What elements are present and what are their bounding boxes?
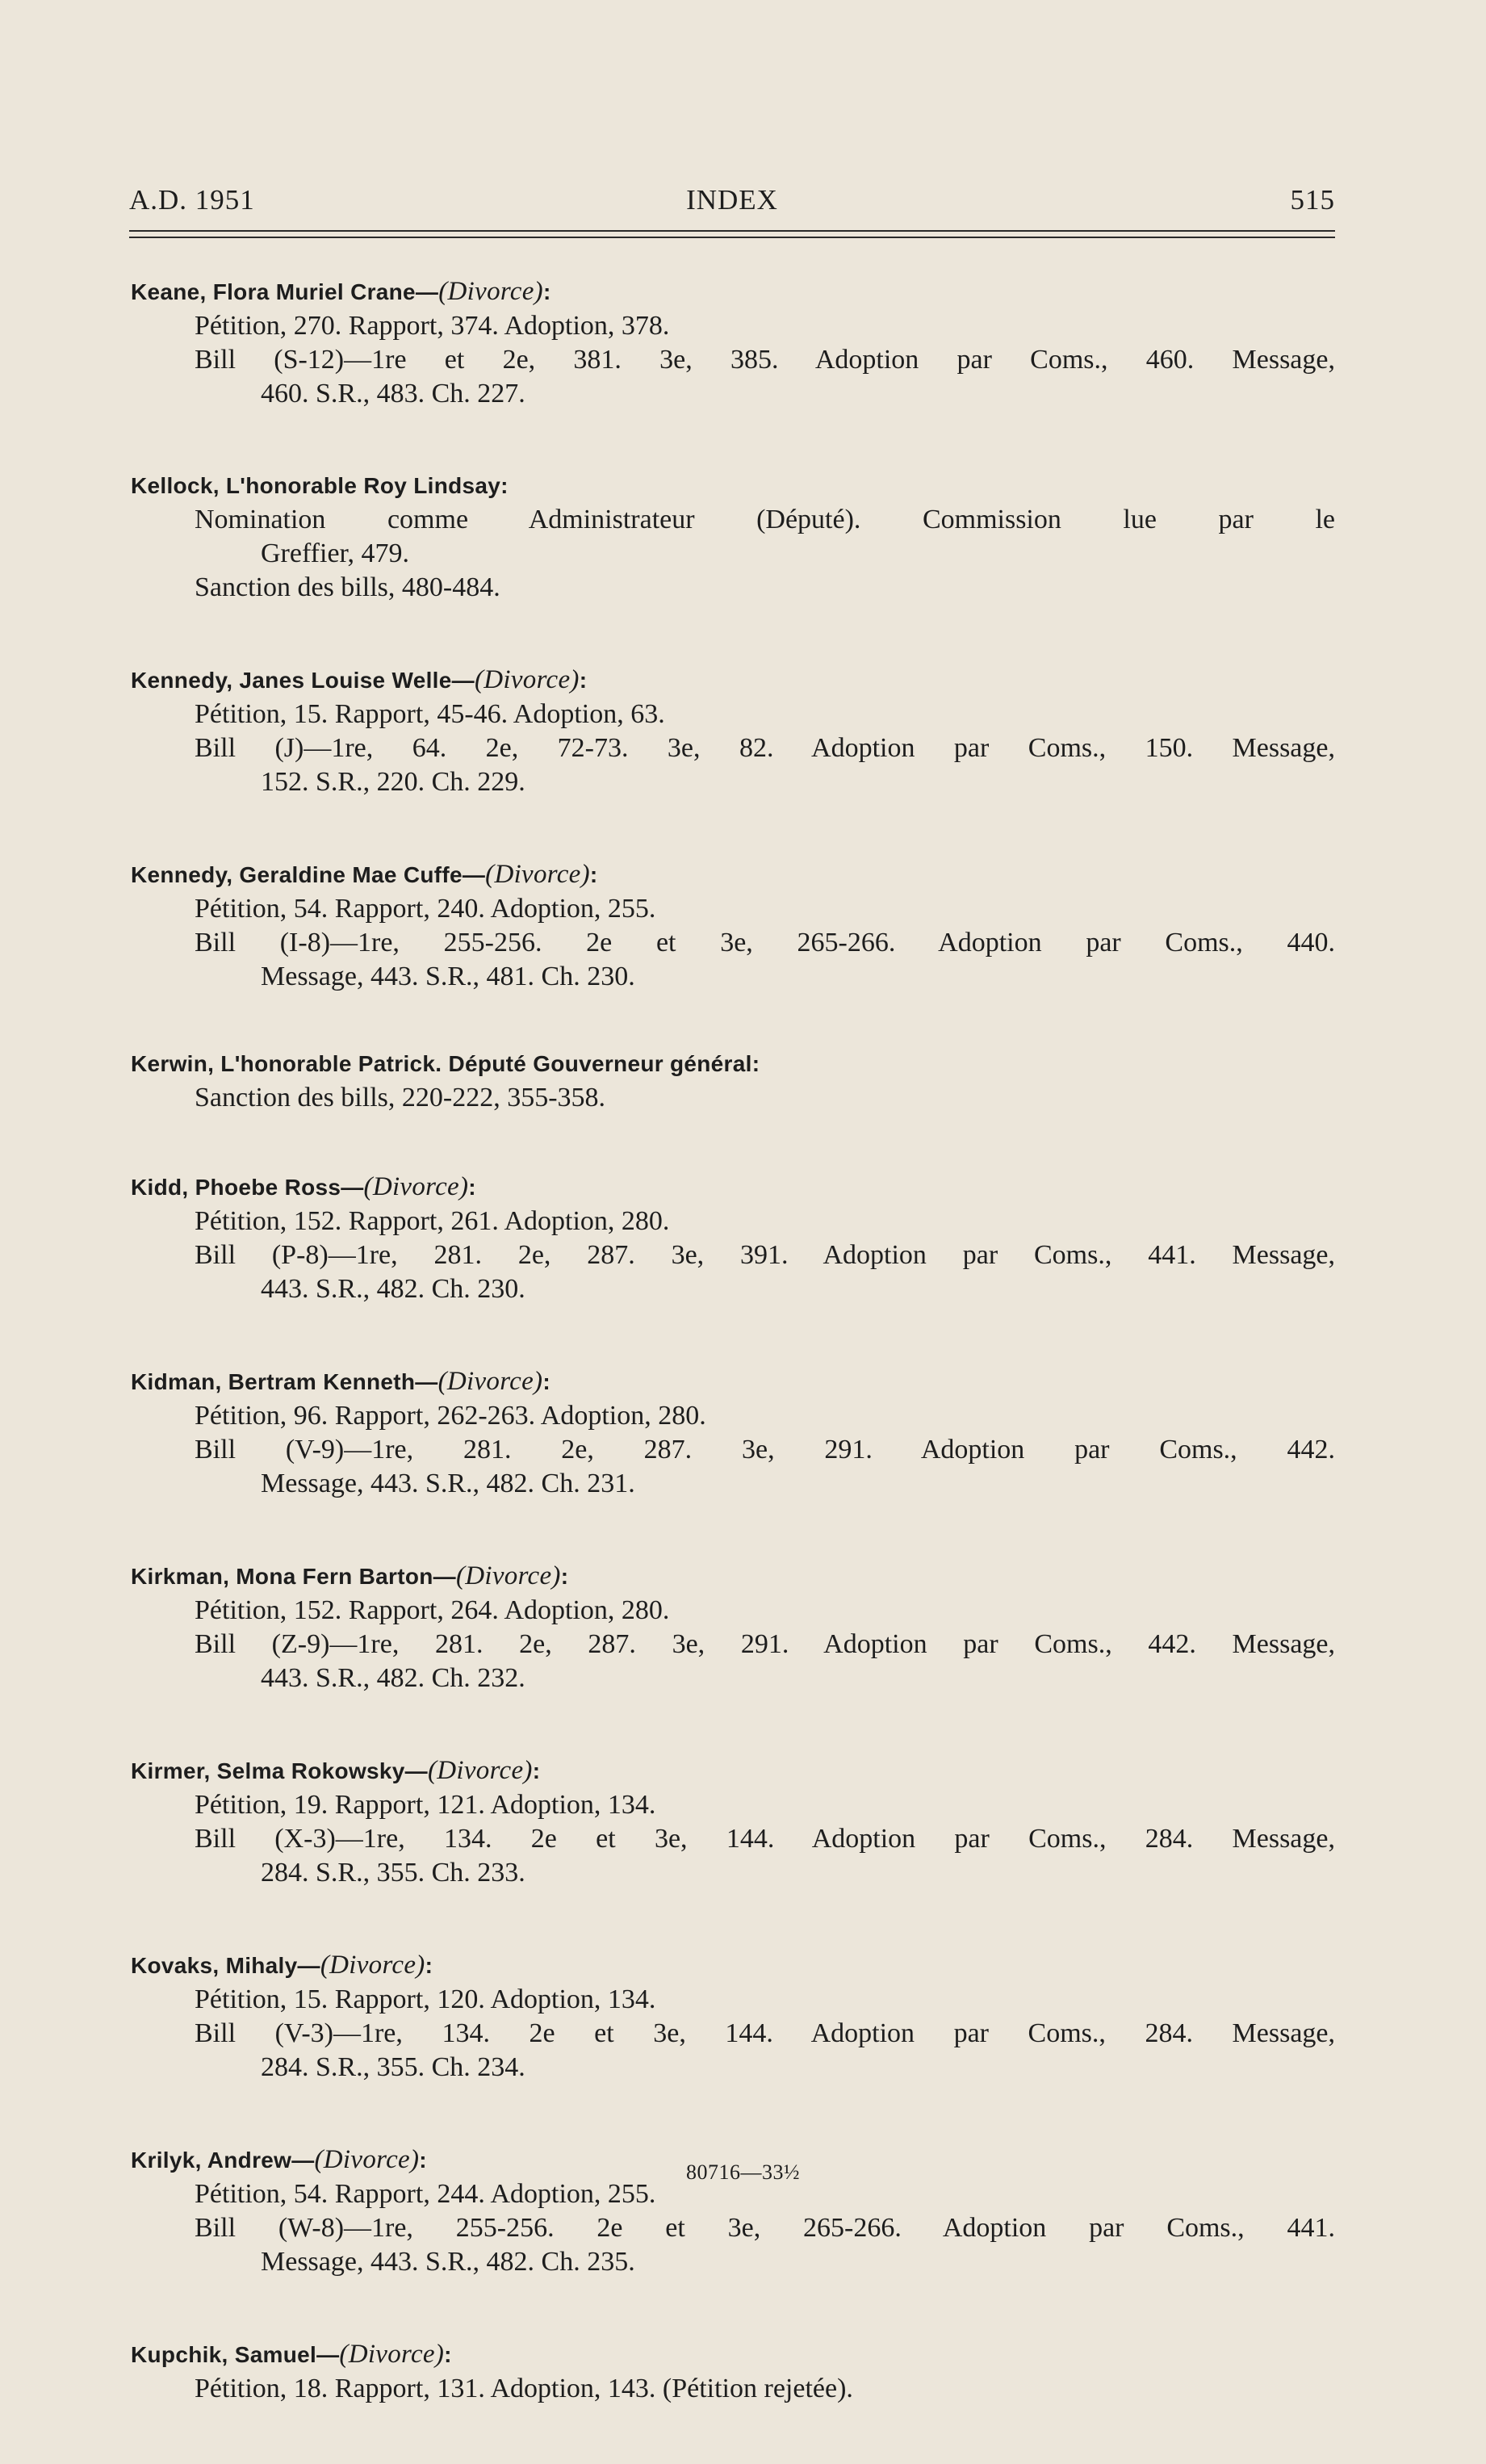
entry-line-continuation: 284. S.R., 355. Ch. 233. [261,1858,525,1888]
entry-line [131,1628,1335,1695]
entry-line-text: Sanction des bills, 220-222, 355-358. [195,1083,606,1113]
entry-name: Kirmer, Selma Rokowsky— [131,1758,428,1783]
entry-heading [131,1364,1335,1399]
entry-name: Kovaks, Mihaly— [131,1953,320,1978]
entry-line-continuation: Greffier, 479. [261,538,409,568]
entry-note: (Divorce) [474,665,580,694]
index-entry [131,2337,1335,2406]
entry-name: Kirkman, Mona Fern Barton— [131,1564,456,1589]
entry-line-text: Bill (X-3)—1re, 134. 2e et 3e, 144. Adoption par Coms., 284. Message, [195,1824,1335,1854]
entry-line [131,503,1335,571]
entry-suffix: : [532,1758,541,1783]
entry-note: (Divorce) [427,1756,533,1785]
entry-line [131,2211,1335,2279]
entry-name: Kennedy, Janes Louise Welle— [131,668,475,693]
entry-line-text: Pétition, 270. Rapport, 374. Adoption, 378. [195,311,670,341]
index-entry [131,1047,1335,1115]
entry-heading [131,2337,1335,2372]
entry-line [131,571,1335,605]
entry-line-text: Pétition, 15. Rapport, 120. Adoption, 134. [195,1984,656,2014]
entry-line [131,1822,1335,1890]
entry-name: Kellock, L'honorable Roy Lindsay: [131,473,509,498]
entry-line [131,343,1335,411]
index-entry [131,1948,1335,2085]
entry-suffix: : [419,2148,427,2173]
entry-line-text: Bill (V-3)—1re, 134. 2e et 3e, 144. Adoption par Coms., 284. Message, [195,2018,1335,2048]
entry-line-continuation: 284. S.R., 355. Ch. 234. [261,2052,525,2082]
index-entry [131,274,1335,411]
entry-line [131,1788,1335,1822]
entry-line [131,1399,1335,1433]
entry-name: Kerwin, L'honorable Patrick. Député Gouverneur général: [131,1051,760,1076]
entry-note: (Divorce) [438,277,543,306]
entry-line-text: Pétition, 96. Rapport, 262-263. Adoption, 280. [195,1401,706,1431]
entry-line [131,1205,1335,1238]
entry-heading [131,1754,1335,1788]
entry-line-text: Pétition, 18. Rapport, 131. Adoption, 143. (Pétition rejetée). [195,2374,853,2403]
entry-line [131,731,1335,799]
entry-line-continuation: 152. S.R., 220. Ch. 229. [261,767,525,797]
entry-line-text: Pétition, 54. Rapport, 240. Adoption, 255. [195,894,656,924]
entry-line [131,309,1335,343]
entry-heading [131,663,1335,698]
entry-line [131,1433,1335,1501]
entry-line-text: Bill (P-8)—1re, 281. 2e, 287. 3e, 391. Adoption par Coms., 441. Message, [195,1240,1335,1270]
entry-line-text: Pétition, 19. Rapport, 121. Adoption, 134. [195,1790,656,1820]
entry-line-text: Bill (Z-9)—1re, 281. 2e, 287. 3e, 291. Adoption par Coms., 442. Message, [195,1629,1335,1659]
entry-heading [131,1948,1335,1983]
entry-note: (Divorce) [363,1172,469,1201]
index-entry [131,1170,1335,1306]
entry-name: Keane, Flora Muriel Crane— [131,279,439,304]
entry-name: Krilyk, Andrew— [131,2148,315,2173]
running-header [129,184,1335,216]
entry-note: (Divorce) [339,2340,445,2369]
entry-suffix: : [542,279,551,304]
entry-suffix: : [425,1953,433,1978]
entry-heading [131,857,1335,892]
entry-suffix: : [579,668,588,693]
entry-line-text: Pétition, 152. Rapport, 264. Adoption, 280. [195,1595,670,1625]
entry-name: Kidman, Bertram Kenneth— [131,1369,438,1394]
entry-line-text: Bill (W-8)—1re, 255-256. 2e et 3e, 265-266. Adoption par Coms., 441. [195,2213,1335,2243]
entry-line-text: Bill (I-8)—1re, 255-256. 2e et 3e, 265-266. Adoption par Coms., 440. [195,928,1335,958]
entry-name: Kidd, Phoebe Ross— [131,1175,364,1200]
entry-heading [131,1170,1335,1205]
header-year: A.D. 1951 [129,184,255,216]
entry-line-text: Pétition, 152. Rapport, 261. Adoption, 280. [195,1206,670,1236]
entry-note: (Divorce) [320,1951,425,1980]
entry-heading [131,274,1335,309]
entry-line-continuation: Message, 443. S.R., 482. Ch. 235. [261,2247,635,2277]
index-entry [131,857,1335,994]
entry-line [131,698,1335,731]
entry-note: (Divorce) [455,1561,561,1590]
entry-line-text: Nomination comme Administrateur (Député). Commission lue par le [195,505,1335,534]
entry-suffix: : [560,1564,569,1589]
entry-line [131,1081,1335,1115]
index-entry [131,469,1335,605]
index-entry [131,1364,1335,1501]
entry-line-text: Pétition, 15. Rapport, 45-46. Adoption, 63. [195,699,665,729]
index-entry [131,1754,1335,1890]
entry-note: (Divorce) [437,1367,543,1396]
entry-suffix: : [444,2342,452,2367]
entry-heading [131,1559,1335,1594]
index-entry [131,1559,1335,1695]
page-number: 515 [1290,184,1335,216]
entry-name: Kennedy, Geraldine Mae Cuffe— [131,862,486,887]
entry-line-text: Sanction des bills, 480-484. [195,572,500,602]
entry-line [131,892,1335,926]
entry-line-continuation: Message, 443. S.R., 482. Ch. 231. [261,1469,635,1498]
printer-signature: 80716—33½ [686,2160,800,2184]
entry-name: Kupchik, Samuel— [131,2342,340,2367]
entry-line-continuation: Message, 443. S.R., 481. Ch. 230. [261,962,635,991]
header-title: INDEX [686,184,778,216]
entry-line-text: Bill (J)—1re, 64. 2e, 72-73. 3e, 82. Adoption par Coms., 150. Message, [195,733,1335,763]
entry-note: (Divorce) [314,2145,420,2174]
entry-line-text: Bill (S-12)—1re et 2e, 381. 3e, 385. Adoption par Coms., 460. Message, [195,345,1335,375]
header-double-rule [129,230,1335,238]
entry-line [131,1238,1335,1306]
entry-line-continuation: 460. S.R., 483. Ch. 227. [261,379,525,409]
entry-line [131,1983,1335,2017]
entry-suffix: : [468,1175,476,1200]
entry-line-text: Bill (V-9)—1re, 281. 2e, 287. 3e, 291. Adoption par Coms., 442. [195,1435,1335,1465]
entry-line [131,926,1335,994]
entry-line-continuation: 443. S.R., 482. Ch. 230. [261,1274,525,1304]
entry-suffix: : [589,862,598,887]
index-entries [131,274,1335,2464]
entry-line [131,1594,1335,1628]
entry-note: (Divorce) [485,860,590,889]
entry-heading [131,1047,1335,1081]
entry-suffix: : [542,1369,550,1394]
entry-line-continuation: 443. S.R., 482. Ch. 232. [261,1663,525,1693]
entry-line [131,2372,1335,2406]
index-entry [131,663,1335,799]
entry-line [131,2017,1335,2085]
entry-line-text: Pétition, 54. Rapport, 244. Adoption, 255. [195,2179,656,2209]
entry-heading [131,469,1335,503]
